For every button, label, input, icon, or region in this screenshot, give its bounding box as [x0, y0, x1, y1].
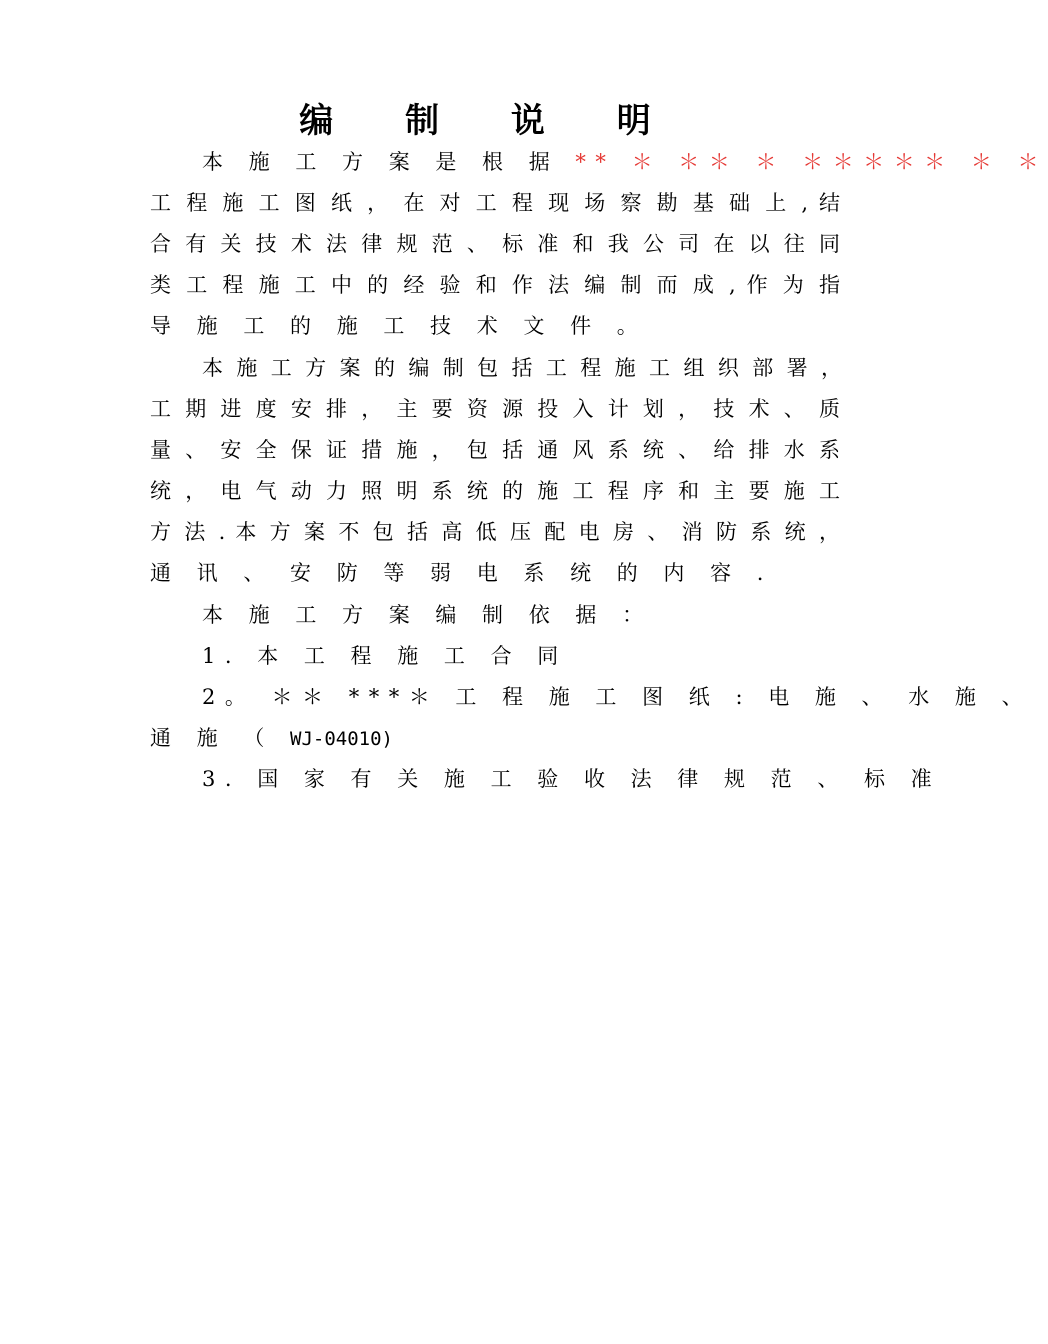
para1-line3: 合 有 关 技 术 法 律 规 范 、 标 准 和 我 公 司 在 以 往 同	[150, 232, 840, 256]
basis-item-2-line2	[150, 718, 840, 759]
para1-line2: 工 程 施 工 图 纸 ， 在 对 工 程 现 场 察 勘 基 础 上 , 结	[150, 191, 840, 215]
basis-item-1: 1. 本 工 程 施 工 合 同	[202, 644, 568, 668]
basis-item-2-line1: 2。 ＊＊ ***＊ 工 程 施 工 图 纸 : 电 施 、 水 施 、	[202, 685, 1033, 709]
project-name-placeholder-stars: ** ＊ ＊＊ ＊ ＊＊＊＊＊ ＊ ＊	[575, 150, 1048, 174]
basis-heading: 本 施 工 方 案 编 制 依 据 ：	[202, 603, 653, 627]
para2-line5: 方 法 . 本 方 案 不 包 括 高 低 压 配 电 房 、 消 防 系 统 ，	[150, 520, 840, 544]
para2-line1: 本 施 工 方 案 的 编 制 包 括 工 程 施 工 组 织 部 署 ，	[202, 356, 842, 380]
para1-line1-prefix: 本 施 工 方 案 是 根 据	[202, 150, 576, 174]
page-title: 编 制 说 明	[299, 101, 681, 141]
drawing-code: WJ-04010)	[290, 728, 393, 750]
para1-line4: 类 工 程 施 工 中 的 经 验 和 作 法 编 制 而 成 , 作 为 指	[150, 273, 840, 297]
basis-item-2-line2-prefix: 通 施 （	[150, 726, 291, 750]
para2-line6: 通 讯 、 安 防 等 弱 电 系 统 的 内 容 .	[150, 561, 773, 585]
para2-line3: 量 、 安 全 保 证 措 施 ， 包 括 通 风 系 统 、 给 排 水 系	[150, 438, 840, 462]
para1-line5: 导 施 工 的 施 工 技 术 文 件 。	[150, 314, 648, 338]
para2-line4: 统 ， 电 气 动 力 照 明 系 统 的 施 工 程 序 和 主 要 施 工	[150, 479, 840, 503]
para1-line1	[202, 142, 1048, 183]
basis-item-3: 3. 国 家 有 关 施 工 验 收 法 律 规 范 、 标 准	[202, 767, 942, 791]
para2-line2: 工 期 进 度 安 排 ， 主 要 资 源 投 入 计 划 ， 技 术 、 质	[150, 397, 840, 421]
